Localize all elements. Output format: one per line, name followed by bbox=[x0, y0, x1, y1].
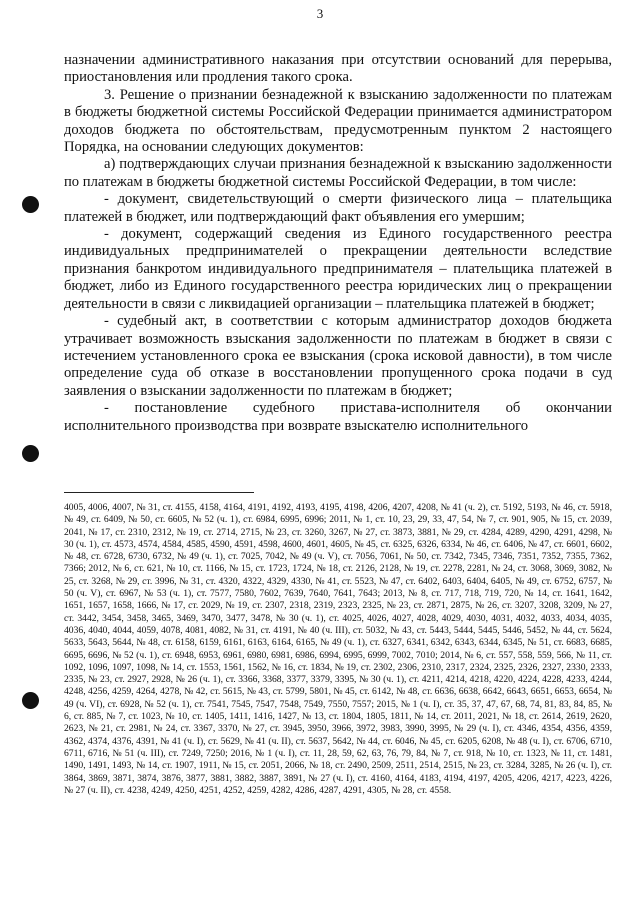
paragraph-continuation: назначении административного наказания при отсутствии оснований для перерыва, приостановления или продления такого срока. bbox=[64, 52, 612, 86]
paragraph-item-3: 3. Решение о признании безнадежной к взысканию задолженности по платежам в бюджеты бюджетной системы Российской Федерации принимается администратором доходов бюджета по обстоятельствам, предусмотренным пунктом 2 настоящего Порядка, на основании следующих документов: bbox=[64, 86, 612, 156]
paragraph-subitem-a: а) подтверждающих случаи признания безнадежной к взысканию задолженности по платежам в бюджеты бюджетной системы Российской Федерации, в том числе: bbox=[64, 156, 612, 190]
paragraph-registry-document: - документ, содержащий сведения из Единого государственного реестра индивидуальных предпринимателей о прекращении деятельности вследствие признания банкротом индивидуального предпринимателя – плательщика платежей в бюджет, либо из Единого государственного реестра юридических лиц о прекращении деятельности в связи с ликвидацией организации – плательщика платежей в бюджет; bbox=[64, 226, 612, 312]
punch-hole-top bbox=[22, 196, 39, 213]
paragraph-court-act: - судебный акт, в соответствии с которым администратор доходов бюджета утрачивает возможность взыскания задолженности по платежам в бюджет в связи с истечением установленного срока ее взыскания (срока исковой давности), в том числе определение суда об отказе в восстановлении пропущенного срока подачи в суд заявления о взыскании задолженности по платежам в бюджет; bbox=[64, 313, 612, 399]
punch-hole-bottom bbox=[22, 692, 39, 709]
paragraph-bailiff-decree: - постановление судебного пристава-исполнителя об окончании исполнительного производства при возврате взыскателю исполнительного bbox=[64, 400, 612, 434]
footnote-divider bbox=[64, 492, 254, 493]
main-text bbox=[64, 52, 612, 435]
page-number: 3 bbox=[316, 6, 324, 21]
footnote-text: 4005, 4006, 4007, № 31, ст. 4155, 4158, 4164, 4191, 4192, 4193, 4195, 4198, 4206, 4207, 4208, № 41 (ч. 2), ст. 5192, 5193, № 46, ст. 5918, № 49, ст. 6409, № 50, ст. 6605, № 52 (ч. 1), ст. 6984, 6995, 6996; 2011, № 1, ст. 10, 23, 29, 33, 47, 54, № 7, ст. 901, 905, № 15, ст. 2039, 2041, № 17, ст. 2310, 2312, № 19, ст. 2714, 2715, № 23, ст. 3260, 3267, № 27, ст. 3873, 3881, № 29, ст. 4284, 4289, 4290, 4291, 4298, № 30 (ч. 1), ст. 4573, 4574, 4584, 4585, 4590, 4591, 4598, 4600, 4601, 4605, № 45, ст. 6325, 6326, 6334, № 46, ст. 6406, № 47, ст. 6601, 6602, № 48, ст. 6728, 6730, 6732, № 49 (ч. 1), ст. 7025, 7042, № 49 (ч. V), ст. 7056, 7061, № 50, ст. 7342, 7345, 7346, 7351, 7352, 7355, 7362, 7366; 2012, № 6, ст. 621, № 10, ст. 1166, № 15, ст. 1723, 1724, № 18, ст. 2126, 2128, № 19, ст. 2278, 2281, № 24, ст. 3068, 3069, 3082, № 25, ст. 3268, № 29, ст. 3996, № 31, ст. 4320, 4322, 4329, 4330, № 41, ст. 5523, № 47, ст. 6402, 6403, 6404, 6405, № 49, ст. 6752, 6757, № 50 (ч. V), ст. 6967, № 53 (ч. 1), ст. 7577, 7580, 7602, 7639, 7640, 7641, 7643; 2013, № 8, ст. 717, 718, 719, 720, № 14, ст. 1641, 1642, 1651, 1657, 1658, 1666, № 17, ст. 2029, № 19, ст. 2307, 2318, 2319, 2323, 2325, № 23, ст. 2871, 2875, № 26, ст. 3207, 3208, 3209, № 27, ст. 3442, 3454, 3458, 3465, 3469, 3470, 3477, 3478, № 30 (ч. 1), ст. 4025, 4026, 4027, 4028, 4029, 4030, 4031, 4032, 4033, 4034, 4035, 4036, 4040, 4044, 4059, 4078, 4081, 4082, № 31, ст. 4191, № 40 (ч. III), ст. 5032, № 43, ст. 5443, 5444, 5445, 5446, 5452, № 44, ст. 5624, 5633, 5643, 5644, № 48, ст. 6158, 6159, 6161, 6163, 6164, 6165, № 49 (ч. 1), ст. 6327, 6341, 6342, 6343, 6344, 6345, № 51, ст. 6683, 6685, 6695, 6696, № 52 (ч. 1), ст. 6948, 6953, 6961, 6980, 6981, 6986, 6994, 6995, 6999, 7002, 7010; 2014, № 6, ст. 557, 558, 559, 566, № 11, ст. 1092, 1096, 1097, 1098, № 14, ст. 1553, 1561, 1562, № 16, ст. 1834, № 19, ст. 2302, 2306, 2310, 2317, 2324, 2325, 2326, 2327, 2330, 2333, 2335, № 23, ст. 2927, 2928, № 26 (ч. 1), ст. 3366, 3368, 3377, 3379, 3395, № 30 (ч. 1), ст. 4211, 4214, 4218, 4220, 4224, 4228, 4233, 4244, 4248, 4256, 4259, 4264, 4278, № 42, ст. 5615, № 43, ст. 5799, 5801, № 45, ст. 6142, № 48, ст. 6636, 6638, 6642, 6643, 6651, 6653, 6654, № 49 (ч. VI), ст. 6928, № 52 (ч. 1), ст. 7541, 7545, 7547, 7548, 7549, 7550, 7557; 2015, № 1 (ч. I), ст. 35, 37, 47, 67, 68, 74, 81, 83, 84, 85, № 6, ст. 885, № 7, ст. 1023, № 10, ст. 1405, 1411, 1416, 1427, № 13, ст. 1804, 1805, 1811, № 14, ст. 2011, 2021, № 18, ст. 2614, 2619, 2620, 2623, № 21, ст. 2981, № 24, ст. 3367, 3370, № 27, ст. 3945, 3950, 3966, 3972, 3983, 3990, 3995, № 29 (ч. I), ст. 4346, 4354, 4356, 4359, 4362, 4374, 4376, 4391, № 41 (ч. I), ст. 5629, № 41 (ч. II), ст. 5637, 5642, № 44, ст. 6046, № 45, ст. 6205, 6208, № 48 (ч. I), ст. 6706, 6710, 6711, 6716, № 51 (ч. III), ст. 7249, 7250; 2016, № 1 (ч. I), ст. 11, 28, 59, 62, 63, 76, 79, 84, № 7, ст. 918, № 10, ст. 1323, № 11, ст. 1481, 1490, 1491, 1493, № 14, ст. 1907, 1911, № 15, ст. 2051, 2066, № 18, ст. 2490, 2509, 2511, 2514, 2515, № 23, ст. 3284, 3285, № 26 (ч. I), ст. 3864, 3869, 3871, 3874, 3876, 3877, 3881, 3882, 3887, 3891, № 27 (ч. I), ст. 4160, 4164, 4183, 4194, 4197, 4205, 4206, 4217, 4223, 4226, № 27 (ч. II), ст. 4238, 4249, 4250, 4251, 4252, 4259, 4282, 4286, 4287, 4291, 4305, № 28, ст. 4558. bbox=[64, 502, 612, 796]
paragraph-death-document: - документ, свидетельствующий о смерти физического лица – плательщика платежей в бюджет, или подтверждающий факт объявления его умершим; bbox=[64, 191, 612, 225]
punch-hole-middle bbox=[22, 445, 39, 462]
